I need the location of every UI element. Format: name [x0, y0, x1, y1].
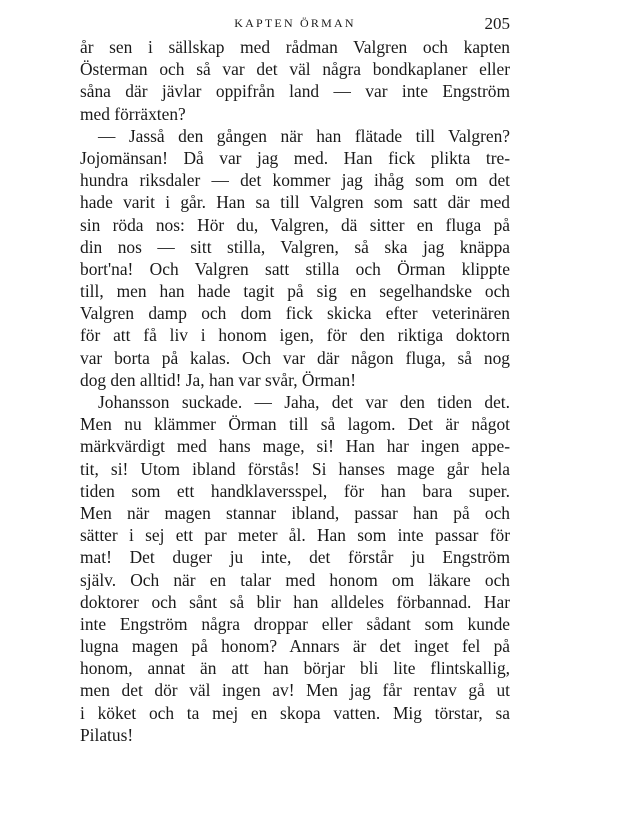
page-number: 205	[484, 14, 510, 33]
text-line: inte Engström några droppar eller sådant som kunde	[80, 613, 510, 634]
text-line: men det dör väl ingen av! Men jag får rentav gå ut	[80, 680, 510, 701]
text-line: Pilatus!	[80, 724, 134, 745]
text-line: lugna magen på honom? Annars är det inget fel på	[80, 636, 510, 657]
text-line: tit, si! Utom ibland förstås! Si hanses mage går hela	[80, 458, 510, 479]
text-line: doktorer och sånt så blir han alldeles förbannad. Har	[80, 591, 510, 612]
text-line: dog den alltid! Ja, han var svår, Örman!	[80, 369, 357, 390]
text-line: — Jasså den gången när han flätade till Valgren?	[98, 125, 510, 146]
text-line: Jojomänsan! Då var jag med. Han fick plikta tre-	[80, 147, 510, 168]
text-line: Österman och så var det väl några bondkaplaner eller	[80, 59, 510, 80]
text-line: år sen i sällskap med rådman Valgren och kapten	[80, 37, 510, 57]
text-line: bort'na! Och Valgren satt stilla och Örman klippte	[80, 258, 510, 279]
text-line: Valgren damp och dom fick skicka efter veterinären	[80, 303, 510, 324]
text-line: för att få liv i honom igen, för den riktiga doktorn	[80, 325, 510, 346]
text-line: hundra riksdaler — det kommer jag ihåg som om det	[80, 170, 510, 191]
text-line: hade varit i går. Han sa till Valgren som satt där med	[80, 192, 510, 213]
text-line: själv. Och när en talar med honom om läkare och	[80, 569, 510, 590]
text-line: med förräxten?	[80, 103, 186, 124]
text-line: Men när magen stannar ibland, passar han på och	[80, 502, 510, 523]
running-header	[80, 14, 510, 34]
body-text	[80, 36, 510, 746]
text-line: till, men han hade tagit på sig en segelhandske och	[80, 281, 510, 302]
text-line: Johansson suckade. — Jaha, det var den tiden det.	[98, 392, 510, 412]
running-title: KAPTEN ÖRMAN	[234, 16, 356, 30]
text-line: såna där jävlar oppifrån land — var inte Engström	[80, 81, 510, 102]
text-line: tiden som ett handklaversspel, för han bara super.	[80, 480, 510, 501]
text-line: sin röda nos: Hör du, Valgren, dä sitter en fluga på	[80, 214, 510, 235]
text-line: i köket och ta mej en skopa vatten. Mig törstar, sa	[80, 702, 510, 723]
text-line: sätter i sej ett par meter ål. Han som inte passar för	[80, 525, 510, 546]
text-line: din nos — sitt stilla, Valgren, så ska jag knäppa	[80, 236, 510, 257]
text-line: Men nu klämmer Örman till så lagom. Det är något	[80, 414, 510, 435]
text-line: honom, annat än att han börjar bli lite flintskallig,	[80, 658, 510, 679]
text-line: var borta på kalas. Och var där någon fluga, så nog	[80, 347, 510, 368]
text-line: mat! Det duger ju inte, det förstår ju Engström	[80, 547, 510, 568]
text-line: märkvärdigt med hans mage, si! Han har ingen appe-	[80, 436, 510, 457]
